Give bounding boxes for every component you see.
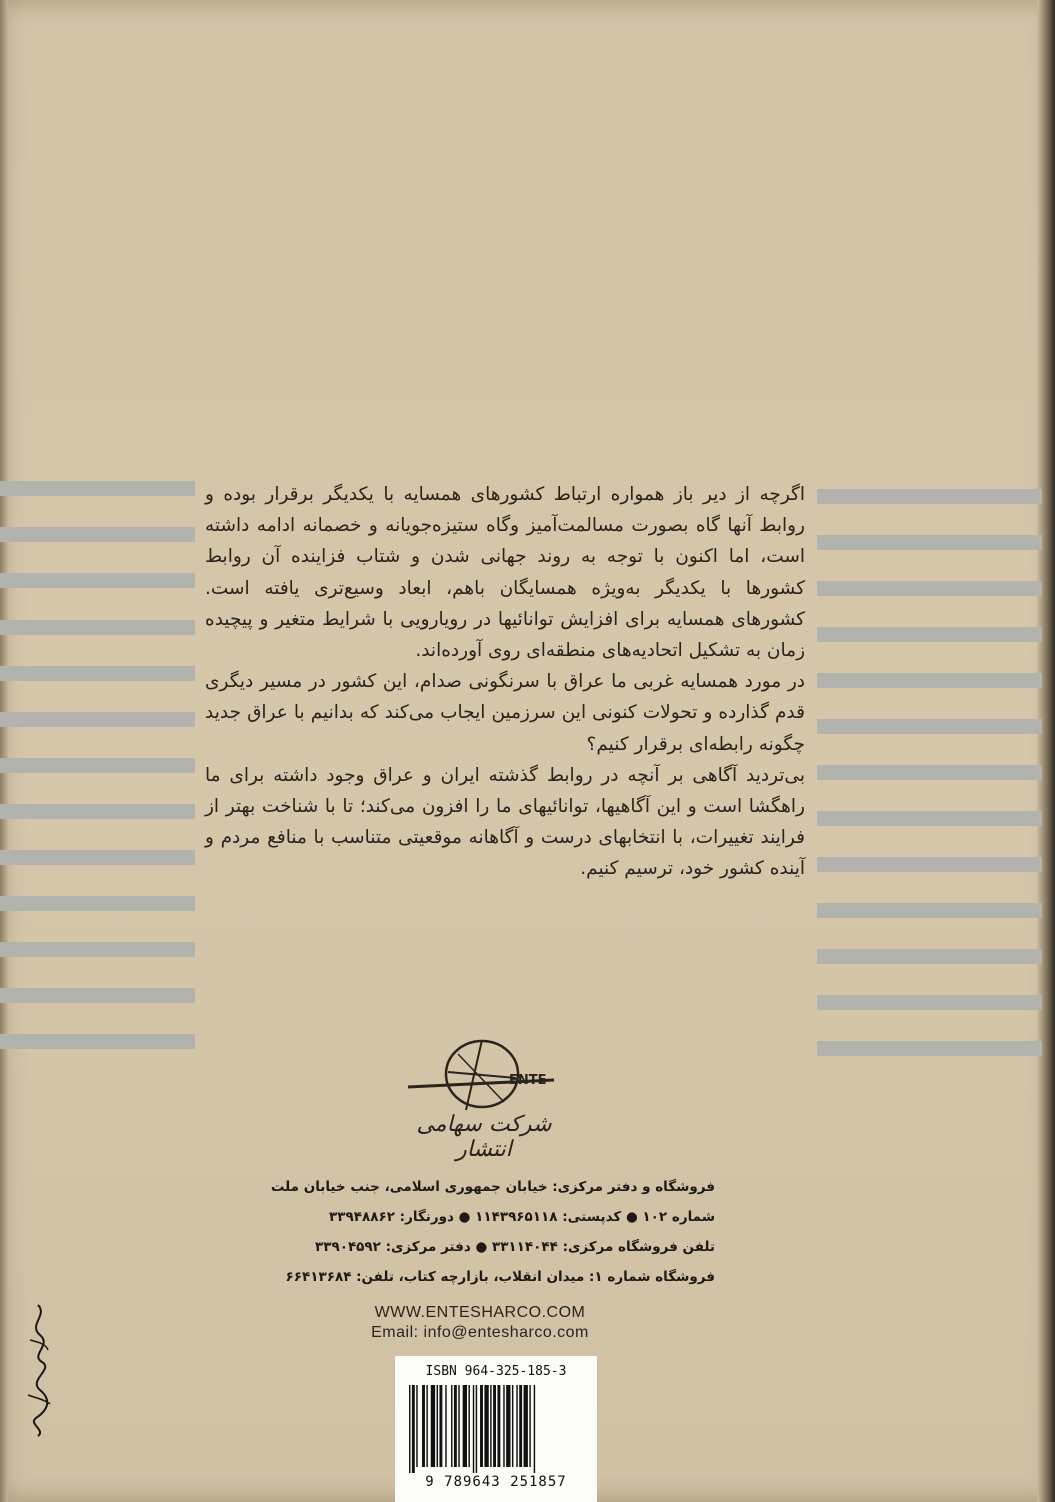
stripe-left <box>0 804 195 819</box>
logo-text: ENTE <box>509 1073 547 1088</box>
stripe-left <box>0 988 195 1003</box>
barcode-bar <box>463 1385 467 1467</box>
stripe-right <box>817 489 1042 504</box>
stripe-right <box>817 811 1042 826</box>
stripe-right <box>817 673 1042 688</box>
barcode-bar <box>451 1385 452 1467</box>
stripe-left <box>0 620 195 635</box>
barcode-bar <box>409 1385 410 1473</box>
barcode-bar <box>529 1385 530 1467</box>
barcode-bar <box>412 1385 415 1473</box>
email-link[interactable]: Email: info@entesharco.com <box>371 1324 589 1341</box>
barcode-bar <box>512 1385 513 1467</box>
stripe-left <box>0 481 195 496</box>
stripe-left <box>0 573 195 588</box>
barcode-bar <box>506 1385 510 1467</box>
barcode-bar <box>524 1385 528 1467</box>
stripe-left <box>0 942 195 957</box>
handwritten-signature <box>18 1300 58 1440</box>
isbn-barcode <box>395 1356 597 1502</box>
barcode-bar <box>497 1385 500 1467</box>
web-contacts <box>330 1303 630 1343</box>
stripe-right <box>817 903 1042 918</box>
barcode-bar <box>493 1385 496 1467</box>
stripe-right <box>817 535 1042 550</box>
stripe-left <box>0 896 195 911</box>
address-line: فروشگاه و دفتر مرکزی: خیابان جمهوری اسلامی، جنب خیابان ملت <box>270 1179 715 1195</box>
barcode-bar <box>431 1385 435 1467</box>
barcode-icon <box>407 1385 585 1473</box>
stripe-right <box>817 857 1042 872</box>
stripe-right <box>817 719 1042 734</box>
barcode-bar <box>468 1385 469 1467</box>
blurb-paragraph: بی‌تردید آگاهی بر آنچه در روابط گذشته ایران و عراق وجود داشته برای ما راهگشا است و این آگاهیها، توانائیهای ما را افزون می‌کند؛ تا با شناخت بهتر از فرایند تغییرات، با انتخابهای درست و آگاهانه موقعیتی متناسب با منافع مردم و آینده کشور خود، ترسیم کنیم. <box>205 764 805 880</box>
stripe-right <box>817 581 1042 596</box>
website-link[interactable]: WWW.ENTESHARCO.COM <box>374 1304 586 1321</box>
stripe-right <box>817 995 1042 1010</box>
barcode-bar <box>476 1385 477 1473</box>
stripe-left <box>0 712 195 727</box>
stripe-left <box>0 666 195 681</box>
barcode-bar <box>490 1385 491 1467</box>
stripe-right <box>817 627 1042 642</box>
stripe-right <box>817 765 1042 780</box>
stripe-left <box>0 758 195 773</box>
barcode-bar <box>437 1385 438 1467</box>
phone-line: تلفن فروشگاه مرکزی: ۳۳۱۱۴۰۴۴ ● دفتر مرکزی: ۳۳۹۰۴۵۹۲ <box>314 1239 715 1255</box>
stripe-right <box>817 1041 1042 1056</box>
branch-line: فروشگاه شماره ۱: میدان انقلاب، بازارچه کتاب، تلفن: ۶۶۴۱۳۶۸۴ <box>285 1269 715 1285</box>
stripe-left <box>0 850 195 865</box>
postal-line: شماره ۱۰۲ ● کدپستی: ۱۱۴۳۹۶۵۱۱۸ ● دورنگار: ۳۳۹۴۸۸۶۲ <box>329 1209 715 1225</box>
barcode-bar <box>416 1385 417 1467</box>
barcode-bar <box>473 1385 474 1473</box>
spine-edge <box>0 0 8 1502</box>
isbn-label: ISBN 964-325-185-3 <box>425 1364 567 1379</box>
cover-right-edge <box>1037 0 1055 1502</box>
blurb-paragraph: اگرچه از دیر باز همواره ارتباط کشورهای همسایه با یکدیگر برقرار بوده و روابط آنها گاه بصورت مسالمت‌آمیز وگاه ستیزه‌جویانه و خصمانه ادامه داشته است، اما اکنون با توجه به روند جهانی شدن و شتاب فزاینده آن روابط کشورها با یکدیگر به‌ویژه همسایگان باهم، ابعاد وسیع‌تری یافته است. کشورهای همسایه برای افزایش توانائیها در رویارویی با شرایط متغیر و پیچیده زمان به تشکیل اتحادیه‌های منطقه‌ای روی آورده‌اند. <box>205 484 805 662</box>
stripe-right <box>817 949 1042 964</box>
barcode-bar <box>480 1385 483 1467</box>
barcode-bar <box>445 1385 446 1467</box>
barcode-bar <box>458 1385 459 1467</box>
publisher-name: شرکت سهامی انتشار <box>416 1112 552 1162</box>
barcode-bar <box>484 1385 488 1467</box>
barcode-bar <box>454 1385 457 1467</box>
barcode-bar <box>439 1385 442 1467</box>
contact-block <box>205 1172 715 1292</box>
stripe-left <box>0 1034 195 1049</box>
barcode-bar <box>503 1385 504 1467</box>
barcode-bar <box>519 1385 522 1467</box>
barcode-bar <box>426 1385 427 1467</box>
barcode-bar <box>534 1385 535 1473</box>
barcode-bar <box>422 1385 425 1467</box>
blurb-text <box>205 479 805 885</box>
ean-number: 9 789643 251857 <box>425 1474 567 1490</box>
blurb-paragraph: در مورد همسایه غربی ما عراق با سرنگونی صدام، این کشور در مسیر دیگری قدم گذارده و تحولات کنونی این سرزمین ایجاب می‌کند که بدانیم با عراق جدید چگونه رابطه‌ای برقرار کنیم؟ <box>205 671 805 755</box>
barcode-bar <box>516 1385 517 1467</box>
stripe-left <box>0 527 195 542</box>
